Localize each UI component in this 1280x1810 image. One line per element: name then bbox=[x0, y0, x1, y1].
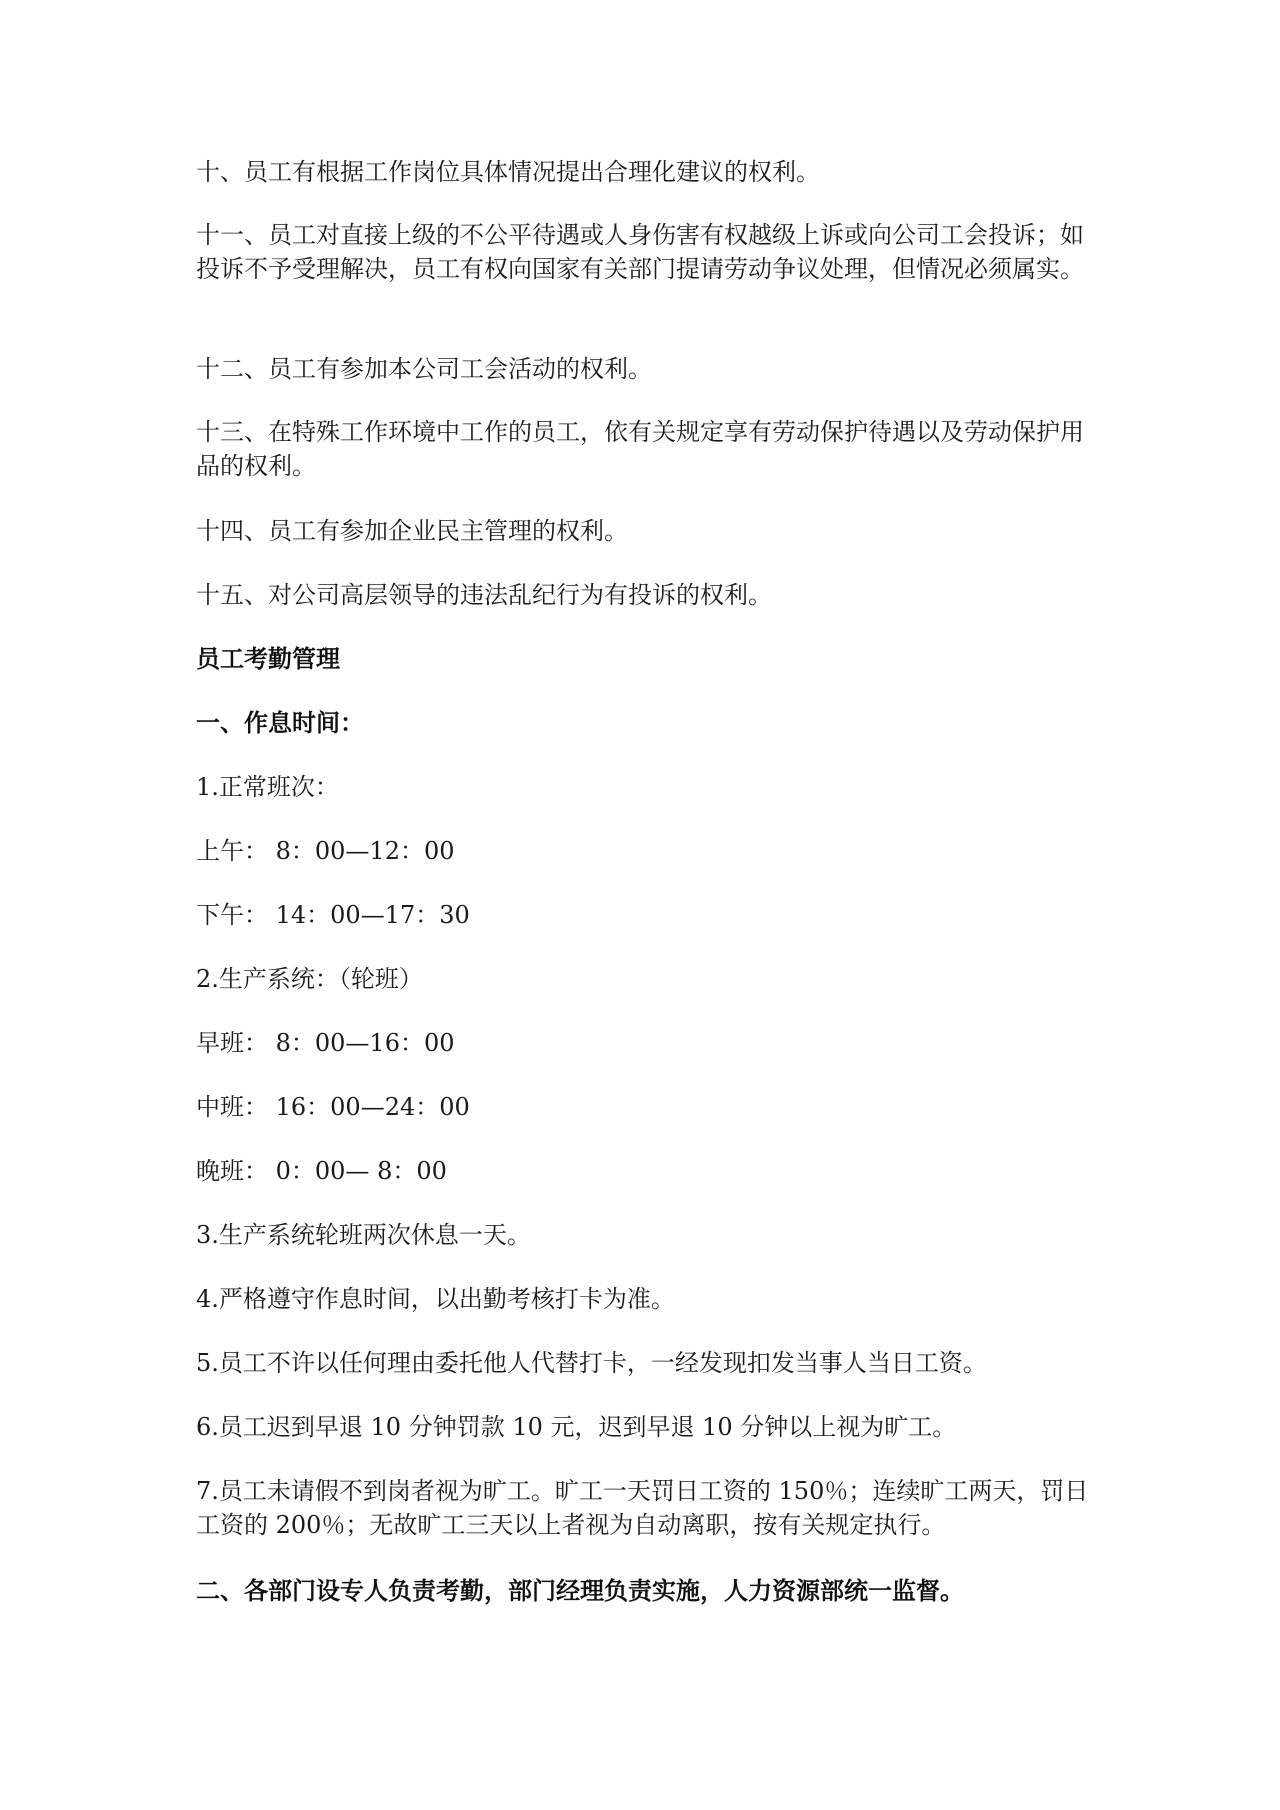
rule-5: 5.员工不许以任何理由委托他人代替打卡，一经发现扣发当事人当日工资。 bbox=[196, 1349, 987, 1377]
morning-hours: 上午： 8：00—12：00 bbox=[196, 837, 455, 865]
production-shift-label: 2.生产系统：（轮班） bbox=[196, 965, 423, 993]
normal-shift-label: 1.正常班次： bbox=[196, 773, 339, 801]
rights-item-11: 十一、员工对直接上级的不公平待遇或人身伤害有权越级上诉或向公司工会投诉；如投诉不予受理解决，员工有权向国家有关部门提请劳动争议处理，但情况必须属实。 bbox=[196, 221, 1084, 283]
rights-item-15: 十五、对公司高层领导的违法乱纪行为有投诉的权利。 bbox=[196, 581, 772, 609]
rights-item-14: 十四、员工有参加企业民主管理的权利。 bbox=[196, 517, 628, 545]
attendance-heading: 员工考勤管理 bbox=[196, 644, 340, 673]
rule-7: 7.员工未请假不到岗者视为旷工。旷工一天罚日工资的 150％；连续旷工两天，罚日工资的 200％；无故旷工三天以上者视为自动离职，按有关规定执行。 bbox=[196, 1477, 1089, 1539]
rule-3: 3.生产系统轮班两次休息一天。 bbox=[196, 1221, 531, 1249]
rights-item-12: 十二、员工有参加本公司工会活动的权利。 bbox=[196, 355, 652, 383]
rights-item-13: 十三、在特殊工作环境中工作的员工，依有关规定享有劳动保护待遇以及劳动保护用品的权利。 bbox=[196, 418, 1084, 480]
rights-item-10: 十、员工有根据工作岗位具体情况提出合理化建议的权利。 bbox=[196, 158, 820, 186]
middle-shift-hours: 中班： 16：00—24：00 bbox=[196, 1093, 470, 1121]
early-shift-hours: 早班： 8：00—16：00 bbox=[196, 1029, 455, 1057]
section-2-title: 二、各部门设专人负责考勤，部门经理负责实施，人力资源部统一监督。 bbox=[196, 1576, 964, 1605]
section-1-title: 一、作息时间： bbox=[196, 708, 364, 737]
afternoon-hours: 下午： 14：00—17：30 bbox=[196, 901, 470, 929]
rule-6: 6.员工迟到早退 10 分钟罚款 10 元，迟到早退 10 分钟以上视为旷工。 bbox=[196, 1413, 957, 1441]
night-shift-hours: 晚班： 0：00— 8：00 bbox=[196, 1157, 447, 1185]
rule-4: 4.严格遵守作息时间，以出勤考核打卡为准。 bbox=[196, 1285, 675, 1313]
